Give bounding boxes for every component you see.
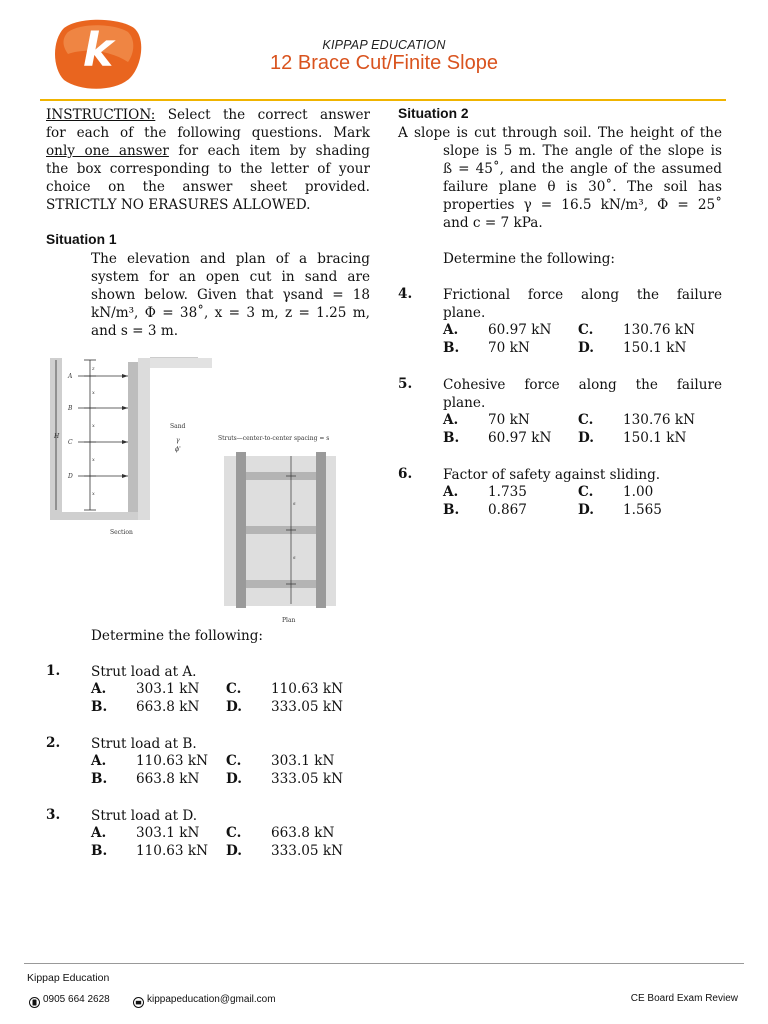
fig-dim-x: x xyxy=(92,390,95,396)
question-number: 2. xyxy=(46,735,61,751)
question-number: 1. xyxy=(46,663,61,679)
situation1-title: Situation 1 xyxy=(46,232,117,247)
situation1-line: shown below. Given that γsand = 18 xyxy=(91,287,370,303)
option-value: 333.05 kN xyxy=(271,699,344,715)
option-value: 303.1 kN xyxy=(136,825,200,841)
option-value: 663.8 kN xyxy=(271,825,335,841)
situation1-line: The elevation and plan of a bracing xyxy=(91,251,370,267)
option-value: 130.76 kN xyxy=(623,322,696,338)
option-value: 110.63 kN xyxy=(136,843,209,859)
instruction-line-2: for each of the following questions. Mark xyxy=(46,125,370,141)
option-letter: C. xyxy=(578,484,594,500)
fig-dim-x: x xyxy=(92,491,95,497)
option-letter: D. xyxy=(226,843,243,859)
bracing-diagram xyxy=(48,352,370,630)
option-letter: A. xyxy=(443,322,459,338)
option-letter: A. xyxy=(91,681,107,697)
option-letter: B. xyxy=(443,340,460,356)
footer-rule xyxy=(24,963,744,964)
option-value: 0.867 xyxy=(488,502,527,518)
instruction-emphasis: only one answer xyxy=(46,143,169,159)
header-rule xyxy=(40,99,726,101)
option-value: 663.8 kN xyxy=(136,699,200,715)
plan-strut-3 xyxy=(246,580,316,588)
situation2-determine: Determine the following: xyxy=(443,251,616,267)
situation2-first-line: A slope is cut through soil. The height of the xyxy=(398,125,722,141)
email-icon xyxy=(133,993,144,1004)
logo-letter: k xyxy=(82,23,114,77)
plan-wale-left xyxy=(236,452,246,608)
question-number: 4. xyxy=(398,286,413,302)
fig-phi-label: ϕ' xyxy=(175,446,181,453)
section-base xyxy=(50,512,148,520)
option-value: 1.00 xyxy=(623,484,654,500)
question-number: 6. xyxy=(398,466,413,482)
option-letter: B. xyxy=(443,430,460,446)
option-letter: B. xyxy=(91,699,108,715)
option-letter: A. xyxy=(443,484,459,500)
question-number: 3. xyxy=(46,807,61,823)
fig-struts-label: Struts—center-to-center spacing = s xyxy=(218,435,330,442)
situation1-line: and s = 3 m. xyxy=(91,323,179,339)
question-text: Strut load at D. xyxy=(91,808,198,824)
question-text-cont: plane. xyxy=(443,305,486,321)
fig-dim-s: s xyxy=(293,555,296,561)
situation2-line: slope is 5 m. The angle of the slope is xyxy=(443,143,722,159)
option-value: 303.1 kN xyxy=(271,753,335,769)
situation2-line: properties γ = 16.5 kN/m³, Φ = 25˚ xyxy=(443,197,722,213)
option-letter: C. xyxy=(226,825,242,841)
option-value: 60.97 kN xyxy=(488,430,552,446)
footer-tagline: CE Board Exam Review xyxy=(630,993,738,1004)
header-org: KIPPAP EDUCATION xyxy=(322,38,446,52)
fig-dim-s: s xyxy=(293,501,296,507)
page-title: 12 Brace Cut/Finite Slope xyxy=(270,52,498,74)
question-text: Strut load at B. xyxy=(91,736,197,752)
option-letter: C. xyxy=(578,412,594,428)
option-letter: A. xyxy=(91,753,107,769)
fig-level-D: D xyxy=(68,473,73,480)
situation2-text xyxy=(443,142,722,232)
question-text: Strut load at A. xyxy=(91,664,197,680)
situation1-determine: Determine the following: xyxy=(91,628,264,644)
situation2-line: ß = 45˚, and the angle of the assumed xyxy=(443,161,722,177)
fig-gamma-label: γ xyxy=(176,437,180,444)
option-letter: C. xyxy=(226,681,242,697)
option-value: 333.05 kN xyxy=(271,771,344,787)
option-letter: A. xyxy=(91,825,107,841)
plan-strut-2 xyxy=(246,526,316,534)
section-sheet-pile xyxy=(128,362,138,512)
plan-wale-right xyxy=(316,452,326,608)
option-value: 70 kN xyxy=(488,340,530,356)
fig-section-label: Section xyxy=(110,529,133,536)
footer-email: kippapeducation@gmail.com xyxy=(147,994,276,1005)
option-value: 1.565 xyxy=(623,502,662,518)
option-value: 663.8 kN xyxy=(136,771,200,787)
option-value: 303.1 kN xyxy=(136,681,200,697)
situation1-text xyxy=(91,250,370,340)
option-letter: B. xyxy=(91,771,108,787)
instruction-block xyxy=(46,106,370,214)
option-value: 150.1 kN xyxy=(623,340,687,356)
fig-level-B: B xyxy=(68,405,73,412)
situation2-line: failure plane θ is 30˚. The soil has xyxy=(443,179,722,195)
fig-label-H: H xyxy=(54,433,60,440)
bracing-figure xyxy=(48,352,370,630)
option-letter: B. xyxy=(91,843,108,859)
fig-dim-x: x xyxy=(92,457,95,463)
fig-dim-z: z xyxy=(92,366,95,372)
question-text-cont: plane. xyxy=(443,395,486,411)
phone-icon xyxy=(29,993,40,1004)
footer-phone: 0905 664 2628 xyxy=(43,994,110,1005)
situation1-line: system for an open cut in sand are xyxy=(91,269,370,285)
option-letter: A. xyxy=(443,412,459,428)
situation1-line: kN/m³, Φ = 38˚, x = 3 m, z = 1.25 m, xyxy=(91,305,370,321)
situation2-title: Situation 2 xyxy=(398,106,469,121)
fig-level-C: C xyxy=(68,439,73,446)
option-value: 1.735 xyxy=(488,484,527,500)
instruction-line-5: choice on the answer sheet provided. xyxy=(46,179,370,195)
option-value: 130.76 kN xyxy=(623,412,696,428)
question-text: Frictional force along the failure xyxy=(443,287,722,303)
fig-plan-label: Plan xyxy=(282,617,296,624)
option-letter: D. xyxy=(578,502,595,518)
option-value: 333.05 kN xyxy=(271,843,344,859)
option-value: 70 kN xyxy=(488,412,530,428)
instruction-label: INSTRUCTION: xyxy=(46,107,156,123)
instruction-line-6: STRICTLY NO ERASURES ALLOWED. xyxy=(46,197,311,213)
fig-level-A: A xyxy=(68,373,73,380)
instruction-line-1: INSTRUCTION: Select the correct answer xyxy=(46,107,370,123)
option-letter: B. xyxy=(443,502,460,518)
fig-sand-label: Sand xyxy=(170,423,186,430)
option-value: 60.97 kN xyxy=(488,322,552,338)
option-letter: D. xyxy=(226,771,243,787)
option-value: 110.63 kN xyxy=(136,753,209,769)
fig-dim-x: x xyxy=(92,423,95,429)
option-letter: D. xyxy=(578,430,595,446)
question-text: Cohesive force along the failure xyxy=(443,377,722,393)
option-value: 150.1 kN xyxy=(623,430,687,446)
footer-org: Kippap Education xyxy=(27,972,110,984)
instruction-line-3: only one answer for each item by shading xyxy=(46,143,370,159)
plan-strut-1 xyxy=(246,472,316,480)
option-letter: D. xyxy=(226,699,243,715)
instruction-line-4: the box corresponding to the letter of your xyxy=(46,161,370,177)
question-text: Factor of safety against sliding. xyxy=(443,467,661,483)
situation2-line: and c = 7 kPa. xyxy=(443,215,543,231)
option-value: 110.63 kN xyxy=(271,681,344,697)
section-wall-right xyxy=(138,358,150,520)
option-letter: D. xyxy=(578,340,595,356)
option-letter: C. xyxy=(578,322,594,338)
question-number: 5. xyxy=(398,376,413,392)
option-letter: C. xyxy=(226,753,242,769)
